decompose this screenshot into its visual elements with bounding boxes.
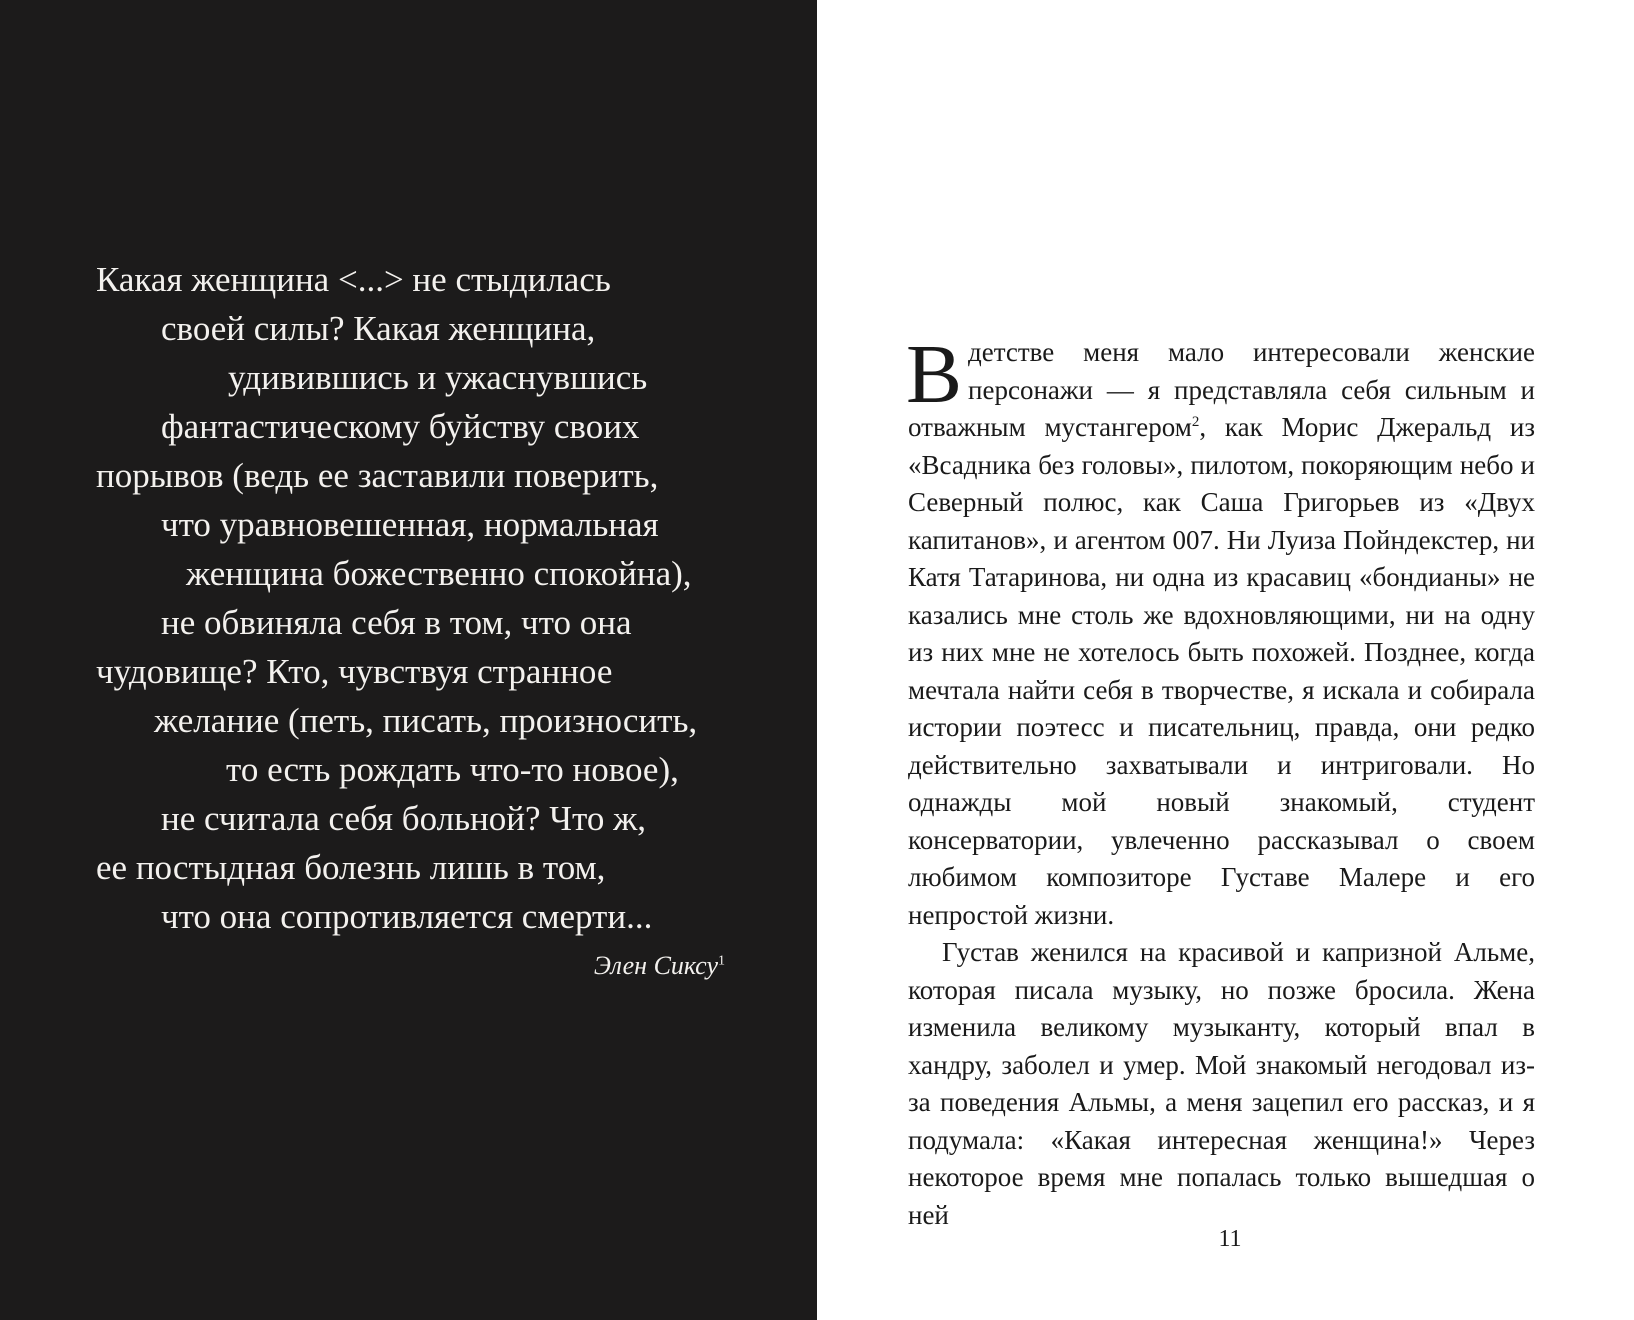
epigraph-line: что она сопротивляется смерти... xyxy=(161,897,653,936)
body-text xyxy=(906,328,1536,1234)
page-number: 11 xyxy=(1218,1226,1242,1252)
epigraph-line: ее постыдная болезнь лишь в том, xyxy=(96,848,606,887)
paragraph-1 xyxy=(906,328,1536,934)
epigraph-line: желание (петь, писать, произносить, xyxy=(154,701,698,740)
epigraph-line: порывов (ведь ее заставили поверить, xyxy=(96,456,659,495)
footnote-marker: 2 xyxy=(1191,414,1200,430)
epigraph-line: чудовище? Кто, чувствуя странное xyxy=(96,652,613,691)
epigraph-line: не обвиняла себя в том, что она xyxy=(161,603,632,642)
epigraph-line: что уравновешенная, нормальная xyxy=(161,505,659,544)
author-footnote-marker: 1 xyxy=(718,953,725,969)
paragraph-1-text-b: , как Морис Джеральд из «Всадника без головы», пилотом, покоряющим небо и Северный полюс, как Саша Григорьев из «Двух капитанов», и агентом 007. Ни Луиза Пойндекстер, ни Катя Татаринова, ни одна из красавиц «бондианы» не казались мне столь же вдохновляющими, ни на одну из них мне не хотелось быть похожей. Позднее, когда мечтала найти себя в творчестве, я искала и собирала истории поэтесс и писательниц, правда, они редко действительно захватывали и интриговали. Но однажды мой новый знакомый, студент консерватории, увлеченно рассказывал о своем любимом композиторе Густаве Малере и его непростой жизни. xyxy=(908,412,1536,930)
epigraph-line: фантастическому буйству своих xyxy=(161,407,640,446)
epigraph-line: своей силы? Какая женщина, xyxy=(161,309,596,348)
epigraph-line: женщина божественно спокойна), xyxy=(186,554,692,593)
epigraph-line: удивившись и ужаснувшись xyxy=(228,358,648,397)
paragraph-1-text-a: детстве меня мало интересовали женские персонажи — я представляла себя сильным и отважным мустангером xyxy=(908,337,1535,442)
epigraph-line: не считала себя больной? Что ж, xyxy=(161,799,647,838)
epigraph-line: то есть рождать что-то новое), xyxy=(226,750,679,789)
author-name: Элен Сиксу xyxy=(593,951,718,980)
epigraph-author xyxy=(594,951,725,981)
paragraph-2: Густав женился на красивой и капризной Альме, которая писала музыку, но позже бросила. Жена изменила великому музыканту, который впал в хандру, заболел и умер. Мой знакомый негодовал из-за поведения Альмы, а меня зацепил его рассказ, и я подумала: «Какая интересная женщина!» Через некоторое время мне попалась только вышедшая о ней xyxy=(908,937,1535,1230)
drop-cap: В xyxy=(906,328,963,421)
epigraph-line: Какая женщина <...> не стыдилась xyxy=(96,260,611,299)
